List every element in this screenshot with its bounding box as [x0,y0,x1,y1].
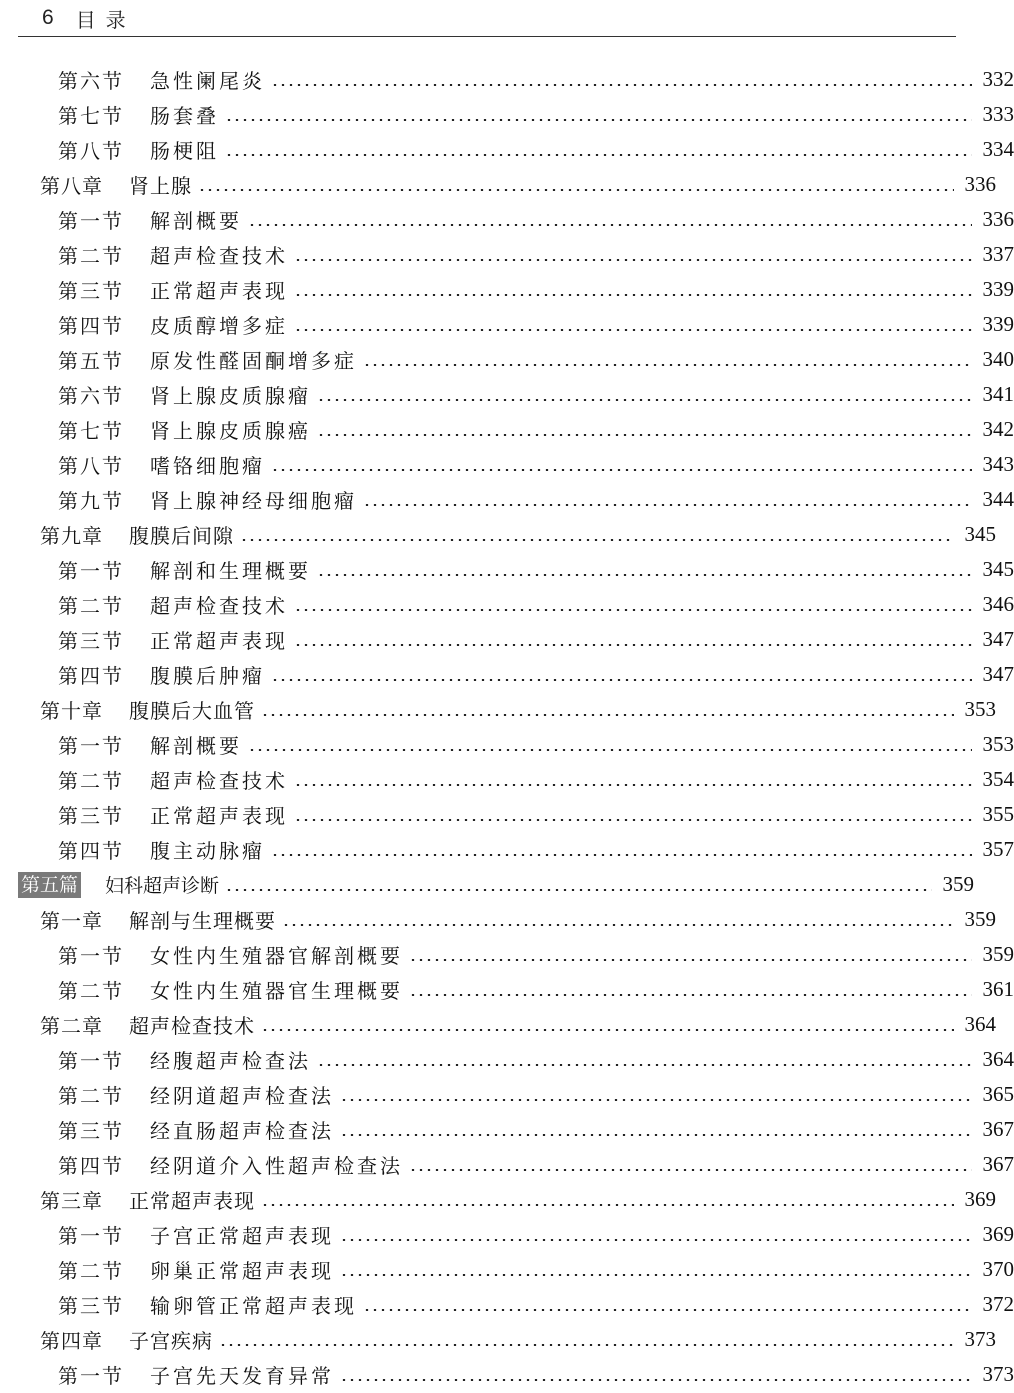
toc-entry-section[interactable] [0,1287,1014,1322]
toc-entry-page: 355 [982,802,1014,826]
toc-entry-section[interactable] [0,1112,1014,1147]
toc-entry-label [58,835,265,864]
toc-entry-label [58,240,288,269]
toc-entry-number: 第四节 [58,839,124,863]
toc-entry-label [40,1010,255,1039]
toc-entry-title: 经直肠超声检查法 [150,1119,334,1143]
table-of-contents [0,62,1014,1392]
toc-entry-label [58,975,403,1004]
toc-entry-page: 334 [982,137,1014,161]
toc-entry-label [58,660,265,689]
toc-entry-label [40,695,255,724]
toc-entry-number: 第三节 [58,279,124,303]
toc-entry-label [58,730,242,759]
toc-entry-number: 第三节 [58,804,124,828]
toc-entry-section[interactable] [0,1357,1014,1392]
toc-entry-page: 337 [982,242,1014,266]
toc-entry-title: 正常超声表现 [150,804,288,828]
toc-entry-section[interactable] [0,377,1014,412]
toc-entry-title: 经腹超声检查法 [150,1049,311,1073]
toc-entry-label [58,345,357,374]
toc-entry-page: 364 [982,1047,1014,1071]
toc-entry-page: 353 [982,732,1014,756]
dot-leader [294,259,972,261]
toc-entry-title: 肾上腺皮质腺瘤 [150,384,311,408]
toc-entry-title: 腹膜后间隙 [129,524,234,548]
toc-entry-title: 肾上腺神经母细胞瘤 [150,489,357,513]
toc-entry-section[interactable] [0,727,1014,762]
toc-entry-page: 367 [982,1117,1014,1141]
toc-entry-page: 369 [982,1222,1014,1246]
toc-entry-chapter[interactable] [0,1322,996,1357]
toc-entry-section[interactable] [0,307,1014,342]
dot-leader [340,1379,972,1381]
toc-entry-title: 肠套叠 [150,104,219,128]
toc-entry-page: 347 [982,627,1014,651]
toc-entry-section[interactable] [0,447,1014,482]
toc-entry-label [58,100,219,129]
toc-entry-label [18,871,219,898]
toc-entry-number: 第二章 [40,1014,103,1038]
toc-entry-title: 解剖和生理概要 [150,559,311,583]
toc-entry-title: 解剖与生理概要 [129,909,276,933]
dot-leader [317,574,972,576]
toc-entry-label [58,310,288,339]
toc-entry-number: 第六节 [58,69,124,93]
toc-entry-page: 339 [982,277,1014,301]
toc-entry-label [58,555,311,584]
toc-entry-label [58,625,288,654]
toc-entry-title: 嗜铬细胞瘤 [150,454,265,478]
toc-entry-number: 第四章 [40,1329,103,1353]
dot-leader [271,469,972,471]
toc-entry-number: 第一节 [58,1364,124,1388]
dot-leader [248,224,972,226]
toc-entry-chapter[interactable] [0,902,996,937]
toc-entry-number: 第一章 [40,909,103,933]
toc-entry-number: 第一节 [58,209,124,233]
page-number: 6 [42,6,54,29]
toc-entry-title: 子宫先天发育异常 [150,1364,334,1388]
toc-entry-section[interactable] [0,972,1014,1007]
toc-entry-page: 354 [982,767,1014,791]
toc-entry-section[interactable] [0,622,1014,657]
toc-entry-page: 346 [982,592,1014,616]
toc-entry-page: 336 [964,172,996,196]
toc-entry-number: 第十章 [40,699,103,723]
toc-entry-section[interactable] [0,797,1014,832]
dot-leader [340,1239,972,1241]
toc-entry-label [40,170,192,199]
toc-entry-label [40,905,276,934]
toc-entry-title: 肠梗阻 [150,139,219,163]
toc-entry-section[interactable] [0,237,1014,272]
toc-entry-section[interactable] [0,62,1014,97]
dot-leader [261,714,954,716]
toc-entry-section[interactable] [0,552,1014,587]
toc-entry-page: 364 [964,1012,996,1036]
dot-leader [317,434,972,436]
toc-entry-title: 妇科超声诊断 [105,875,220,897]
dot-leader [340,1099,972,1101]
toc-entry-section[interactable] [0,482,1014,517]
dot-leader [340,1134,972,1136]
toc-entry-section[interactable] [0,97,1014,132]
dot-leader [294,329,972,331]
toc-entry-label [58,1080,334,1109]
toc-entry-number: 第一节 [58,734,124,758]
dot-leader [240,539,954,541]
toc-entry-section[interactable] [0,272,1014,307]
toc-entry-label [58,590,288,619]
toc-entry-page: 373 [982,1362,1014,1386]
toc-entry-page: 342 [982,417,1014,441]
dot-leader [363,1309,972,1311]
toc-entry-page: 343 [982,452,1014,476]
toc-entry-title: 超声检查技术 [150,594,288,618]
toc-entry-number: 第二节 [58,594,124,618]
toc-entry-number: 第七节 [58,419,124,443]
dot-leader [294,819,972,821]
toc-entry-section[interactable] [0,342,1014,377]
toc-entry-page: 372 [982,1292,1014,1316]
page-header [18,0,956,37]
toc-entry-section[interactable] [0,937,1014,972]
toc-entry-chapter[interactable] [0,692,996,727]
toc-entry-number: 第九节 [58,489,124,513]
toc-entry-section[interactable] [0,762,1014,797]
toc-entry-section[interactable] [0,657,1014,692]
dot-leader [294,644,972,646]
toc-entry-label [58,1045,311,1074]
toc-entry-title: 女性内生殖器官生理概要 [150,979,403,1003]
toc-entry-page: 345 [982,557,1014,581]
toc-entry-title: 子宫疾病 [129,1329,213,1353]
dot-leader [294,609,972,611]
toc-entry-title: 女性内生殖器官解剖概要 [150,944,403,968]
toc-entry-page: 361 [982,977,1014,1001]
toc-entry-label [58,1115,334,1144]
toc-entry-label [58,485,357,514]
toc-entry-label [58,205,242,234]
toc-entry-number: 第八节 [58,139,124,163]
dot-leader [294,784,972,786]
toc-entry-label [58,415,311,444]
toc-entry-chapter[interactable] [0,1007,996,1042]
toc-entry-number: 第八节 [58,454,124,478]
toc-entry-number: 第九章 [40,524,103,548]
dot-leader [271,854,972,856]
toc-entry-title: 经阴道介入性超声检查法 [150,1154,403,1178]
toc-entry-number: 第二节 [58,979,124,1003]
toc-entry-section[interactable] [0,1077,1014,1112]
toc-entry-page: 359 [982,942,1014,966]
toc-entry-number: 第一节 [58,559,124,583]
toc-entry-number: 第三节 [58,1119,124,1143]
toc-entry-title: 解剖概要 [150,209,242,233]
toc-entry-title: 正常超声表现 [129,1189,255,1213]
toc-entry-page: 340 [982,347,1014,371]
toc-entry-page: 359 [964,907,996,931]
toc-entry-title: 正常超声表现 [150,629,288,653]
toc-entry-title: 腹膜后大血管 [129,699,255,723]
toc-entry-page: 359 [942,872,974,896]
toc-entry-label [58,275,288,304]
toc-entry-title: 解剖概要 [150,734,242,758]
toc-entry-number: 第二节 [58,1084,124,1108]
toc-entry-page: 333 [982,102,1014,126]
dot-leader [294,294,972,296]
toc-entry-label [58,1150,403,1179]
toc-entry-number: 第一节 [58,1224,124,1248]
toc-entry-number: 第五篇 [18,872,81,898]
toc-entry-page: 370 [982,1257,1014,1281]
toc-entry-label [58,450,265,479]
toc-entry-title: 超声检查技术 [129,1014,255,1038]
toc-entry-number: 第三节 [58,629,124,653]
dot-leader [248,749,972,751]
toc-entry-number: 第一节 [58,944,124,968]
toc-entry-title: 子宫正常超声表现 [150,1224,334,1248]
dot-leader [225,119,972,121]
toc-entry-part[interactable] [0,867,974,902]
toc-entry-page: 344 [982,487,1014,511]
dot-leader [317,399,972,401]
toc-entry-title: 正常超声表现 [150,279,288,303]
dot-leader [225,889,932,891]
toc-entry-title: 皮质醇增多症 [150,314,288,338]
toc-entry-title: 肾上腺皮质腺癌 [150,419,311,443]
toc-entry-label [58,940,403,969]
toc-entry-number: 第四节 [58,1154,124,1178]
dot-leader [363,364,972,366]
dot-leader [317,1064,972,1066]
toc-entry-title: 肾上腺 [129,174,192,198]
toc-entry-label [58,1290,357,1319]
page-title: 目录 [75,7,136,32]
toc-entry-title: 超声检查技术 [150,244,288,268]
toc-entry-page: 345 [964,522,996,546]
toc-entry-page: 365 [982,1082,1014,1106]
toc-entry-section[interactable] [0,1042,1014,1077]
toc-entry-label [58,1220,334,1249]
toc-entry-number: 第六节 [58,384,124,408]
toc-entry-number: 第八章 [40,174,103,198]
dot-leader [225,154,972,156]
toc-entry-number: 第二节 [58,769,124,793]
dot-leader [282,924,954,926]
toc-entry-label [58,800,288,829]
toc-entry-number: 第七节 [58,104,124,128]
toc-entry-chapter[interactable] [0,1182,996,1217]
toc-entry-number: 第三节 [58,1294,124,1318]
toc-entry-section[interactable] [0,412,1014,447]
toc-entry-label [58,1255,334,1284]
toc-entry-section[interactable] [0,1147,1014,1182]
toc-entry-label [58,1360,334,1389]
toc-entry-title: 输卵管正常超声表现 [150,1294,357,1318]
dot-leader [271,84,972,86]
toc-entry-page: 347 [982,662,1014,686]
toc-entry-title: 超声检查技术 [150,769,288,793]
dot-leader [261,1029,954,1031]
dot-leader [198,189,954,191]
toc-entry-page: 373 [964,1327,996,1351]
toc-entry-page: 341 [982,382,1014,406]
toc-entry-title: 急性阑尾炎 [150,69,265,93]
toc-entry-number: 第四节 [58,664,124,688]
dot-leader [409,994,972,996]
toc-entry-chapter[interactable] [0,167,996,202]
dot-leader [409,1169,972,1171]
toc-entry-number: 第二节 [58,1259,124,1283]
toc-entry-label [58,135,219,164]
toc-entry-page: 339 [982,312,1014,336]
toc-entry-title: 卵巢正常超声表现 [150,1259,334,1283]
toc-entry-chapter[interactable] [0,517,996,552]
toc-entry-title: 腹膜后肿瘤 [150,664,265,688]
dot-leader [271,679,972,681]
toc-entry-number: 第一节 [58,1049,124,1073]
toc-entry-number: 第二节 [58,244,124,268]
dot-leader [340,1274,972,1276]
toc-entry-section[interactable] [0,587,1014,622]
toc-entry-number: 第五节 [58,349,124,373]
toc-entry-number: 第三章 [40,1189,103,1213]
toc-entry-page: 369 [964,1187,996,1211]
toc-entry-label [40,1325,213,1354]
toc-entry-label [58,765,288,794]
toc-entry-number: 第四节 [58,314,124,338]
dot-leader [363,504,972,506]
dot-leader [219,1344,954,1346]
toc-entry-section[interactable] [0,832,1014,867]
toc-entry-page: 357 [982,837,1014,861]
toc-entry-title: 原发性醛固酮增多症 [150,349,357,373]
toc-entry-section[interactable] [0,1252,1014,1287]
dot-leader [409,959,972,961]
toc-entry-label [58,65,265,94]
toc-entry-section[interactable] [0,1217,1014,1252]
toc-entry-section[interactable] [0,132,1014,167]
toc-entry-label [40,1185,255,1214]
toc-entry-section[interactable] [0,202,1014,237]
dot-leader [261,1204,954,1206]
toc-entry-page: 353 [964,697,996,721]
toc-entry-title: 经阴道超声检查法 [150,1084,334,1108]
toc-entry-page: 336 [982,207,1014,231]
toc-entry-page: 367 [982,1152,1014,1176]
toc-entry-title: 腹主动脉瘤 [150,839,265,863]
toc-entry-label [40,520,234,549]
toc-entry-page: 332 [982,67,1014,91]
toc-entry-label [58,380,311,409]
